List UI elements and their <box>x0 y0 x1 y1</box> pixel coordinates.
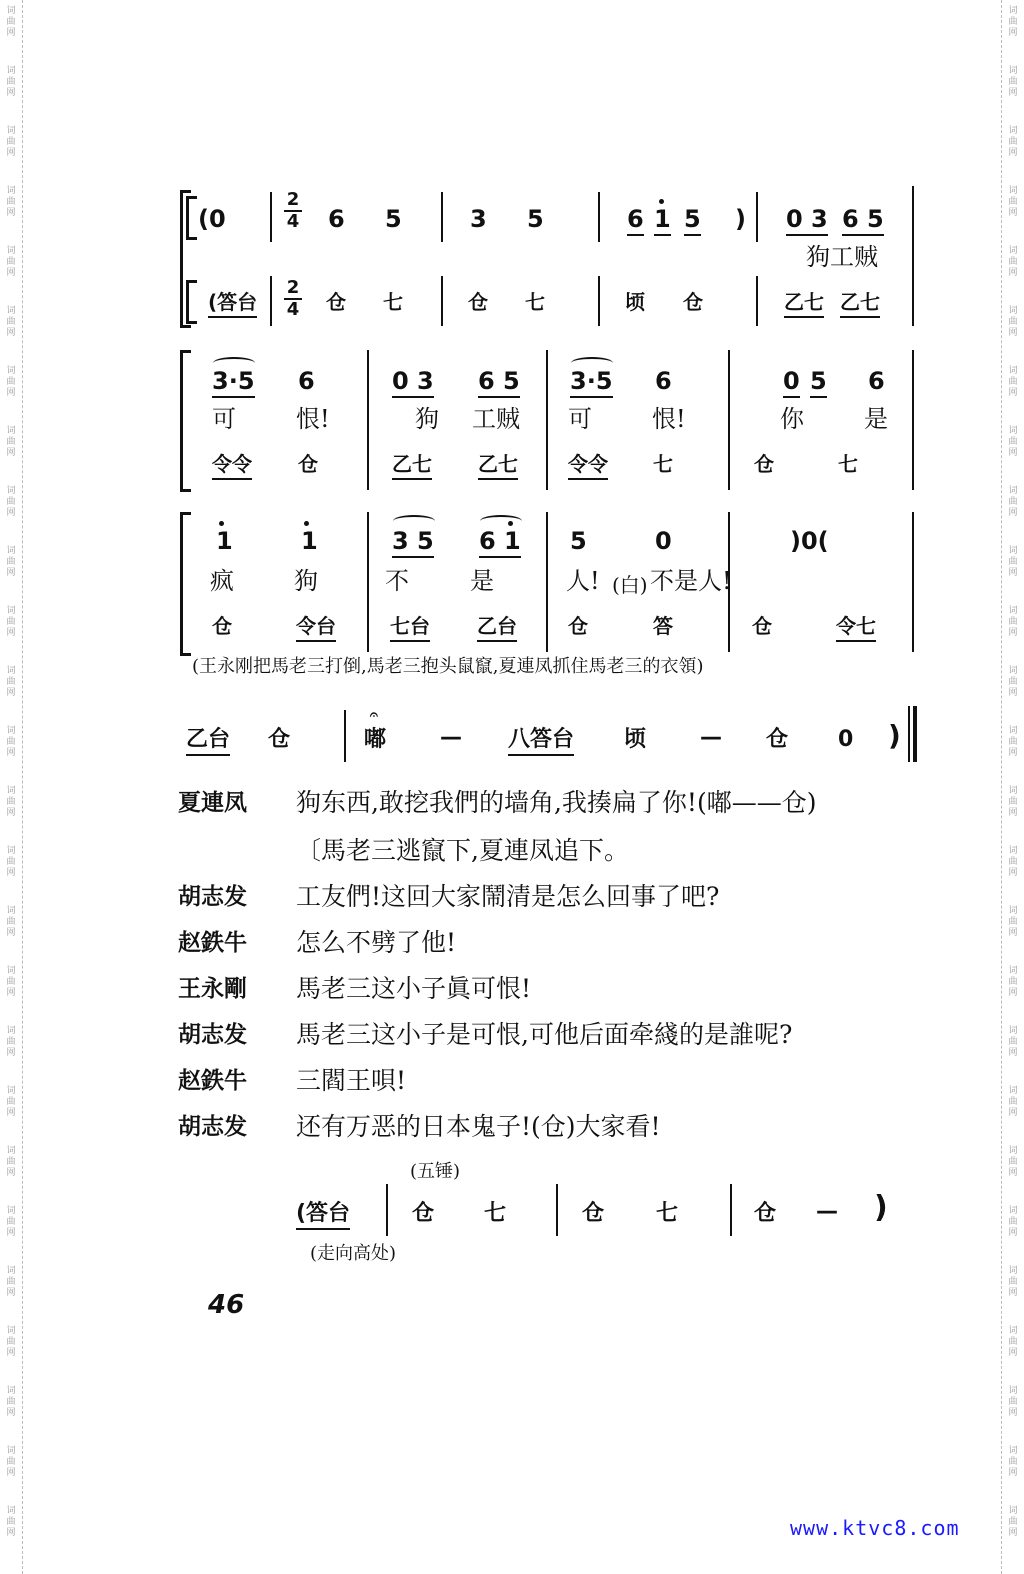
barline <box>441 192 443 242</box>
s2-perc: 仓 <box>298 452 318 476</box>
system1-staff-bracket <box>186 196 197 240</box>
s2-perc: 七 <box>838 452 858 476</box>
s2-lyric: 恨! <box>652 405 686 433</box>
system1-perc-bracket <box>186 280 197 324</box>
perc-line-item: 八答台 <box>508 726 574 756</box>
s2-lyric: 可 <box>568 405 592 433</box>
s1-note: 0 3 <box>786 204 828 236</box>
dialogue-line: 馬老三这小子眞可恨! <box>296 974 532 1003</box>
side-watermark: 词 曲 网 <box>6 66 16 98</box>
side-watermark: 词 曲 网 <box>1008 366 1018 398</box>
dialogue-line: 三閻王唄! <box>296 1066 407 1095</box>
site-url: www.ktvc8.com <box>790 1516 960 1540</box>
s3-note-paren: )0( <box>790 527 829 555</box>
s1-note: 5 <box>385 205 402 233</box>
side-watermark: 词 曲 网 <box>6 546 16 578</box>
s1-note: 6 <box>627 204 644 236</box>
s1-note-high: 1 <box>654 204 671 236</box>
final-perc-item: 仓 <box>412 1201 435 1226</box>
barline <box>598 276 600 326</box>
s2-lyric: 恨! <box>296 405 330 433</box>
side-watermark: 词 曲 网 <box>6 606 16 638</box>
s3-note-high: 1 <box>216 527 233 555</box>
s3-note: 5 <box>570 527 587 555</box>
s3-perc: 七台 <box>390 612 430 642</box>
side-watermark: 词 曲 网 <box>1008 606 1018 638</box>
final-perc-item: 七 <box>484 1201 507 1226</box>
s3-lyric: 疯 <box>210 567 234 595</box>
s2-perc: 乙七 <box>392 450 432 480</box>
five-hammer-label: (五锤) <box>410 1161 461 1182</box>
side-watermark: 词 曲 网 <box>6 306 16 338</box>
s2-perc: 令令 <box>212 450 252 480</box>
side-watermark: 词 曲 网 <box>6 246 16 278</box>
s3-lyric: 是 <box>470 567 494 595</box>
side-watermark: 词 曲 网 <box>1008 426 1018 458</box>
perc-line-item: 仓 <box>766 727 789 752</box>
role-name: 胡志发 <box>178 1114 247 1140</box>
role-name: 胡志发 <box>178 1022 247 1048</box>
s1-perc: 仓 <box>683 290 703 314</box>
s3-perc: 乙台 <box>477 612 517 642</box>
stage-direction: (王永刚把馬老三打倒,馬老三抱头鼠竄,夏連凤抓住馬老三的衣領) <box>192 656 704 677</box>
barline <box>912 512 914 652</box>
walk-direction: (走向高处) <box>310 1243 397 1264</box>
barline <box>441 276 443 326</box>
s2-note: 6 5 <box>478 366 520 398</box>
role-name: 赵鉄牛 <box>178 1068 247 1094</box>
high-octave-dot <box>659 199 664 204</box>
role-name: 夏連凤 <box>178 790 247 816</box>
s2-note: 6 <box>868 367 885 395</box>
role-name: 王永剛 <box>178 976 247 1002</box>
side-watermark: 词 曲 网 <box>6 786 16 818</box>
barline <box>728 350 730 490</box>
s3-lyric-spoken-mark: (白) <box>612 573 648 597</box>
s3-perc: 令台 <box>296 612 336 642</box>
side-watermark: 词 曲 网 <box>1008 486 1018 518</box>
s3-note: 3 5 <box>392 526 434 558</box>
perc-line-item: — <box>700 725 722 750</box>
barline <box>270 276 272 326</box>
side-watermark: 词 曲 网 <box>6 1146 16 1178</box>
side-watermark: 词 曲 网 <box>6 966 16 998</box>
barline <box>912 350 914 490</box>
s2-perc: 乙七 <box>478 450 518 480</box>
dialogue-line: 工友們!这回大家鬧清是怎么回事了吧? <box>296 882 720 911</box>
side-watermark: 词 曲 网 <box>6 1266 16 1298</box>
system3-bracket <box>180 512 191 656</box>
side-watermark: 词 曲 网 <box>1008 66 1018 98</box>
side-watermark: 词 曲 网 <box>1008 786 1018 818</box>
perc-line-item: 嘟 <box>364 727 387 752</box>
s2-note: 0 <box>783 366 800 398</box>
side-watermark: 词 曲 网 <box>1008 1146 1018 1178</box>
side-watermark: 词 曲 网 <box>1008 126 1018 158</box>
perc-line-item: 仓 <box>268 727 291 752</box>
s1-perc: 乙七 <box>784 288 824 318</box>
final-barline <box>908 706 910 762</box>
final-perc-item: 七 <box>656 1201 679 1226</box>
side-watermark: 词 曲 网 <box>1008 1446 1018 1478</box>
side-watermark: 词 曲 网 <box>1008 1086 1018 1118</box>
side-watermark: 词 曲 网 <box>6 486 16 518</box>
side-watermark: 词 曲 网 <box>6 726 16 758</box>
final-perc-item: 仓 <box>754 1201 777 1226</box>
s2-lyric: 工贼 <box>472 405 520 433</box>
side-watermark: 词 曲 网 <box>6 666 16 698</box>
final-perc-item: ) <box>874 1190 888 1225</box>
side-watermark: 词 曲 网 <box>1008 546 1018 578</box>
side-watermark: 词 曲 网 <box>6 1026 16 1058</box>
barline <box>756 192 758 242</box>
s2-lyric: 是 <box>864 405 888 433</box>
high-octave-dot <box>219 521 224 526</box>
side-watermark: 词 曲 网 <box>1008 306 1018 338</box>
s2-lyric: 你 <box>780 405 804 433</box>
barline <box>912 186 914 326</box>
side-watermark: 词 曲 网 <box>1008 6 1018 38</box>
dialogue-line: 狗东西,敢挖我們的墙角,我揍扁了你!(嘟——仓) <box>296 788 817 817</box>
barline <box>598 192 600 242</box>
system2-bracket <box>180 350 191 492</box>
side-watermark: 词 曲 网 <box>1008 1026 1018 1058</box>
s2-note: 5 <box>810 366 827 398</box>
s1-close-paren: ) <box>735 205 746 233</box>
perc-line-item: 0 <box>838 727 854 752</box>
s1-perc: (答台 <box>208 288 257 318</box>
final-perc-item: 仓 <box>582 1201 605 1226</box>
perc-line-item: 乙台 <box>186 726 230 756</box>
perc-line-item: 顷 <box>624 727 647 752</box>
barline <box>556 1184 558 1236</box>
s3-perc: 答 <box>653 614 673 638</box>
s1-perc: 仓 <box>326 290 346 314</box>
s2-note: 6 <box>655 367 672 395</box>
side-watermark: 词 曲 网 <box>6 1086 16 1118</box>
s3-perc: 仓 <box>568 614 588 638</box>
side-watermark: 词 曲 网 <box>6 366 16 398</box>
s2-perc: 令令 <box>568 450 608 480</box>
s2-lyric: 可 <box>212 405 236 433</box>
s1-perc: 七 <box>525 290 545 314</box>
barline <box>270 192 272 242</box>
s1-perc: 仓 <box>468 290 488 314</box>
barline <box>344 710 346 762</box>
s3-lyric: 不 <box>385 567 409 595</box>
s1-perc-time-signature: 2 4 <box>284 278 302 320</box>
s2-note: 0 3 <box>392 366 434 398</box>
side-watermark: 词 曲 网 <box>6 1206 16 1238</box>
barline <box>367 350 369 490</box>
s2-note: 6 <box>298 367 315 395</box>
s1-time-signature: 2 4 <box>284 190 302 232</box>
side-watermark: 词 曲 网 <box>6 186 16 218</box>
side-watermark: 词 曲 网 <box>1008 1386 1018 1418</box>
barline <box>756 276 758 326</box>
side-watermark: 词 曲 网 <box>6 906 16 938</box>
side-watermark: 词 曲 网 <box>6 126 16 158</box>
side-watermark: 词 曲 网 <box>6 1506 16 1538</box>
s1-note: 5 <box>527 205 544 233</box>
barline <box>386 1184 388 1236</box>
barline <box>730 1184 732 1236</box>
side-watermark: 词 曲 网 <box>6 426 16 458</box>
role-name: 胡志发 <box>178 884 247 910</box>
side-watermark: 词 曲 网 <box>1008 966 1018 998</box>
side-watermark: 词 曲 网 <box>1008 1206 1018 1238</box>
dialogue-line: 怎么不劈了他! <box>296 928 457 957</box>
side-watermark: 词 曲 网 <box>6 846 16 878</box>
high-octave-dot <box>304 521 309 526</box>
s3-lyric: 不是人! <box>650 567 732 595</box>
side-watermark: 词 曲 网 <box>1008 246 1018 278</box>
s2-lyric: 狗 <box>415 405 439 433</box>
barline <box>367 512 369 652</box>
final-perc-item: — <box>816 1199 838 1224</box>
high-octave-dot <box>508 521 513 526</box>
side-watermark: 词 曲 网 <box>1008 1506 1018 1538</box>
side-watermark: 词 曲 网 <box>6 1326 16 1358</box>
side-watermark: 词 曲 网 <box>1008 186 1018 218</box>
barline <box>546 512 548 652</box>
perc-line-item: — <box>440 725 462 750</box>
page-number: 46 <box>208 1290 245 1320</box>
fermata-icon: 𝄐 <box>370 707 378 723</box>
s3-perc: 仓 <box>752 614 772 638</box>
s1-note: 5 <box>684 204 701 236</box>
s1-perc: 七 <box>383 290 403 314</box>
s3-perc: 令七 <box>836 612 876 642</box>
s1-note: 6 <box>328 205 345 233</box>
final-perc-item: (答台 <box>296 1200 350 1230</box>
side-watermark: 词 曲 网 <box>6 1386 16 1418</box>
side-watermark: 词 曲 网 <box>6 6 16 38</box>
role-name: 赵鉄牛 <box>178 930 247 956</box>
s2-perc: 仓 <box>754 452 774 476</box>
s1-note: 3 <box>470 205 487 233</box>
side-watermark: 词 曲 网 <box>1008 906 1018 938</box>
side-watermark: 词 曲 网 <box>1008 1326 1018 1358</box>
side-watermark: 词 曲 网 <box>1008 1266 1018 1298</box>
side-watermark: 词 曲 网 <box>1008 846 1018 878</box>
s1-note: 6 5 <box>842 204 884 236</box>
dialogue-line: 馬老三这小子是可恨,可他后面牵綫的是誰呢? <box>296 1020 793 1049</box>
s2-note: 3·5 <box>570 366 613 398</box>
dialogue-line: 还有万恶的日本鬼子!(仓)大家看! <box>296 1112 661 1141</box>
s1-note-open: (0 <box>198 205 226 233</box>
barline <box>546 350 548 490</box>
s3-note: 0 <box>655 527 672 555</box>
s3-note-high: 1 <box>301 527 318 555</box>
side-watermark: 词 曲 网 <box>6 1446 16 1478</box>
side-watermark: 词 曲 网 <box>1008 726 1018 758</box>
s1-perc: 乙七 <box>840 288 880 318</box>
side-watermark: 词 曲 网 <box>1008 666 1018 698</box>
perc-line-item: ) <box>888 719 901 752</box>
s3-lyric: 人! <box>566 567 600 595</box>
s1-lyric: 狗工贼 <box>806 243 878 271</box>
s2-note: 3·5 <box>212 366 255 398</box>
s3-lyric: 狗 <box>294 567 318 595</box>
s3-note: 6 1 <box>479 526 521 558</box>
final-barline-thick <box>913 706 917 762</box>
s3-perc: 仓 <box>212 614 232 638</box>
s2-perc: 七 <box>653 452 673 476</box>
stage-direction-line: 〔馬老三逃竄下,夏連凤追下。 <box>296 836 629 865</box>
s1-perc: 顷 <box>625 290 645 314</box>
